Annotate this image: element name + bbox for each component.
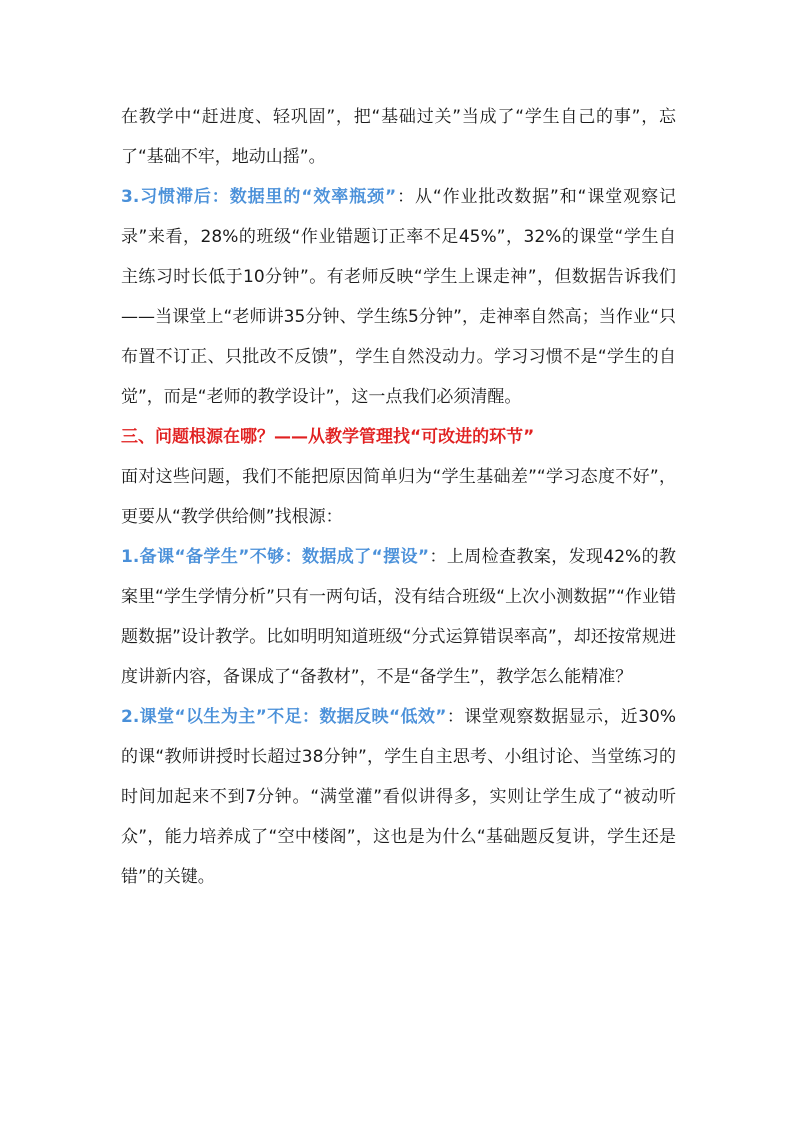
paragraph-lesson-prep: [121, 537, 676, 697]
paragraph-text: ：上周检查教案，发现42%的教案里“学生学情分析”只有一两句话，没有结合班级“上次小测数据”“作业错题数据”设计教学。比如明明知道班级“分式运算错误率高”，却还按常规进度讲新内容，备课成了“备教材”，不是“备学生”，教学怎么能精准？: [121, 547, 676, 687]
section-heading-root-cause: [121, 417, 676, 457]
paragraph-classroom: [121, 697, 676, 897]
paragraph-lead-heading: 2.课堂“以生为主”不足：数据反映“低效”: [121, 707, 447, 727]
paragraph-text: 在教学中“赶进度、轻巩固”，把“基础过关”当成了“学生自己的事”，忘了“基础不牢，地动山摇”。: [121, 107, 676, 167]
paragraph-text: ：课堂观察数据显示，近30%的课“教师讲授时长超过38分钟”，学生自主思考、小组讨论、当堂练习的时间加起来不到7分钟。“满堂灌”看似讲得多，实则让学生成了“被动听众”，能力培养成了“空中楼阁”，这也是为什么“基础题反复讲，学生还是错”的关键。: [121, 707, 676, 887]
paragraph-text: ：从“作业批改数据”和“课堂观察记录”来看，28%的班级“作业错题订正率不足45%”，32%的课堂“学生自主练习时长低于10分钟”。有老师反映“学生上课走神”，但数据告诉我们——当课堂上“老师讲35分钟、学生练5分钟”，走神率自然高；当作业“只布置不订正、只批改不反馈”，学生自然没动力。学习习惯不是“学生的自觉”，而是“老师的教学设计”，这一点我们必须清醒。: [121, 187, 676, 407]
paragraph-text: 面对这些问题，我们不能把原因简单归为“学生基础差”“学习态度不好”，更要从“教学供给侧”找根源：: [121, 467, 676, 527]
paragraph-root-cause-intro: [121, 457, 676, 537]
paragraph-lead-heading: 1.备课“备学生”不够：数据成了“摆设”: [121, 547, 430, 567]
paragraph-lead-heading: 3.习惯滞后：数据里的“效率瓶颈”: [121, 187, 397, 207]
section-heading-text: 三、问题根源在哪？——从教学管理找“可改进的环节”: [121, 427, 535, 447]
paragraph-habit-lag: [121, 177, 676, 417]
paragraph-intro-continuation: [121, 97, 676, 177]
document-body: [121, 97, 676, 897]
